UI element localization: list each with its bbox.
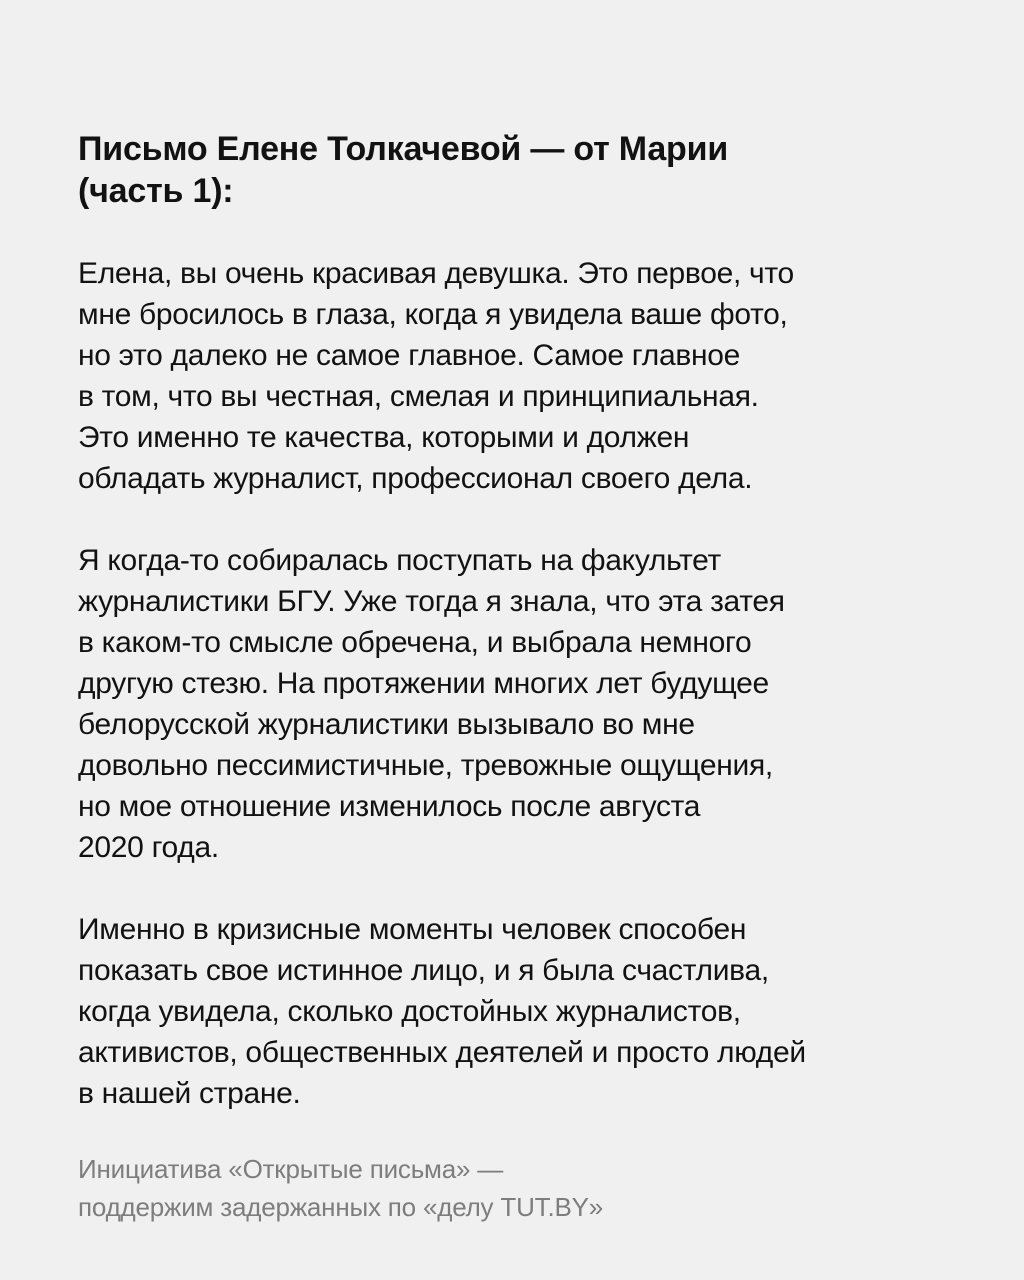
paragraph-line: активистов, общественных деятелей и просто людей (78, 1036, 806, 1069)
paragraph-line: но мое отношение изменилось после августа (78, 790, 701, 823)
title-line: Письмо Елене Толкачевой — от Марии (78, 130, 729, 168)
paragraph-line: но это далеко не самое главное. Самое главное (78, 339, 740, 372)
letter-paragraph-3 (78, 909, 978, 1114)
paragraph-line: Это именно те качества, которыми и должен (78, 421, 690, 454)
letter-paragraph-2 (78, 540, 978, 868)
title-line: (часть 1): (78, 172, 234, 210)
footer-line: поддержим задержанных по «делу TUT.BY» (78, 1192, 604, 1222)
letter-paragraph-1 (78, 253, 978, 499)
paragraph-line: когда увидела, сколько достойных журналистов, (78, 995, 741, 1028)
paragraph-line: Я когда-то собиралась поступать на факультет (78, 544, 721, 577)
paragraph-line: в нашей стране. (78, 1077, 301, 1110)
paragraph-line: мне бросилось в глаза, когда я увидела ваше фото, (78, 298, 788, 331)
paragraph-line: белорусской журналистики вызывало во мне (78, 708, 695, 741)
paragraph-line: другую стезю. На протяжении многих лет будущее (78, 667, 769, 700)
paragraph-line: довольно пессимистичные, тревожные ощущения, (78, 749, 773, 782)
letter-content (78, 128, 978, 1114)
initiative-footer (78, 1150, 603, 1226)
paragraph-line: Елена, вы очень красивая девушка. Это первое, что (78, 257, 794, 290)
paragraph-line: в том, что вы честная, смелая и принципиальная. (78, 380, 759, 413)
footer-line: Инициатива «Открытые письма» — (78, 1154, 504, 1184)
paragraph-line: журналистики БГУ. Уже тогда я знала, что эта затея (78, 585, 785, 618)
paragraph-line: в каком-то смысле обречена, и выбрала немного (78, 626, 752, 659)
paragraph-line: обладать журналист, профессионал своего дела. (78, 462, 753, 495)
paragraph-line: Именно в кризисные моменты человек способен (78, 913, 747, 946)
letter-title (78, 128, 978, 212)
paragraph-line: 2020 года. (78, 831, 219, 864)
paragraph-line: показать свое истинное лицо, и я была счастлива, (78, 954, 769, 987)
